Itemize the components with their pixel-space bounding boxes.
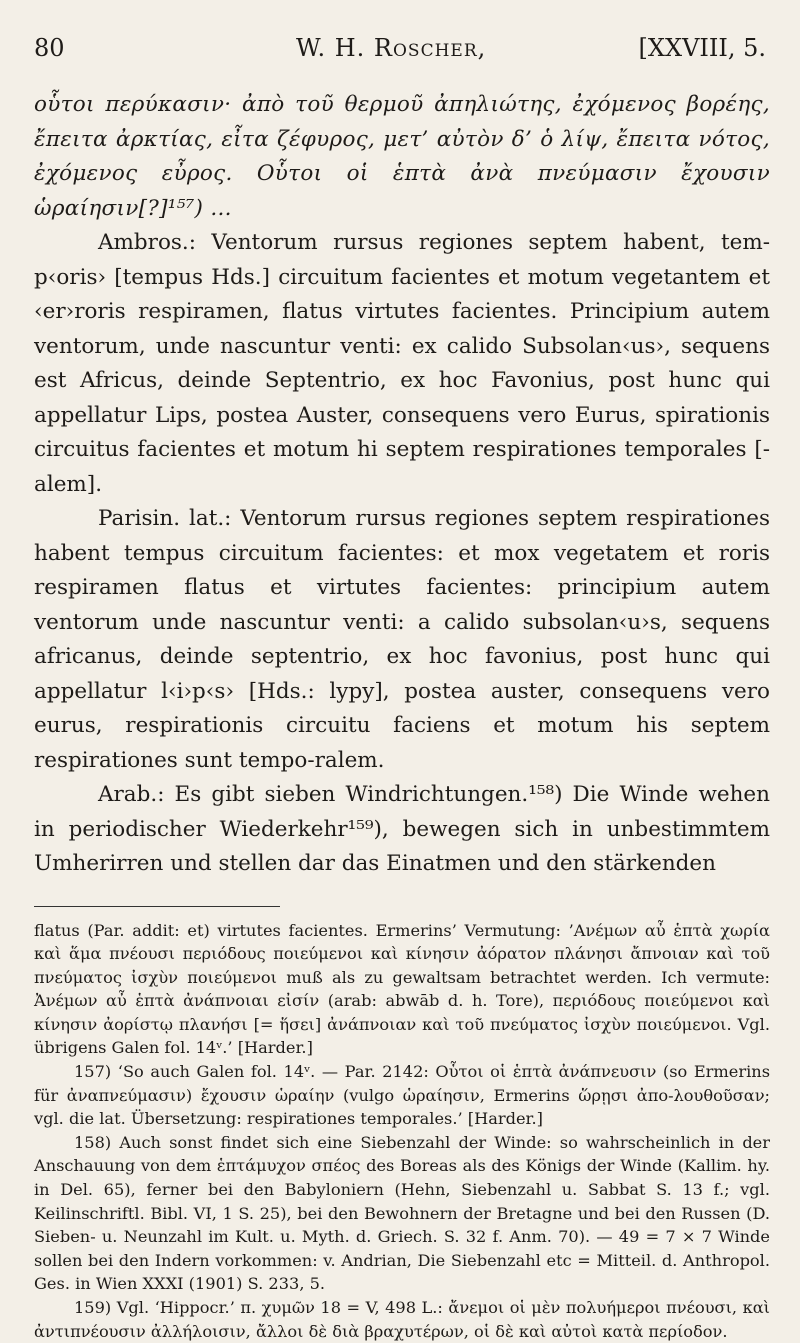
parisin-paragraph: Parisin. lat.: Ventorum rursus regiones septem respirationes habent tempus circuitum facientes: et mox vegetatem et roris respiramen flatus et virtutes facientes: principium autem ventorum unde nascuntur venti: a calido subsolan‹u›s, sequens africanus, deinde septentrio, ex hoc favonius, post hunc qui appellatur l‹i›p‹s› [Hds.: lypy], postea auster, consequens vero eurus, respirationis circuitu faciens et motum his septem respirationes sunt tempo-ralem. <box>34 502 770 778</box>
arab-paragraph: Arab.: Es gibt sieben Windrichtungen.¹⁵⁸) Die Winde wehen in periodischer Wiederkehr¹⁵⁹), bewegen sich in unbestimmtem Umherirren und stellen dar das Einatmen und den stärkenden <box>34 778 770 882</box>
page-header <box>34 30 770 64</box>
page-number: 80 <box>34 34 65 62</box>
footnote-159: 159) Vgl. ‘Hippocr.’ π. χυμῶν 18 = V, 498 L.: ἄνεμοι οἱ μὲν πολυήμεροι πνέουσι, καὶ ἀντιπνέουσιν ἀλλήλοισιν, ἄλλοι δὲ διὰ βραχυτέρων, οἱ δὲ καὶ αὐτοὶ κατὰ περίοδον. <box>34 1296 770 1343</box>
footnote-157: 157) ‘So auch Galen fol. 14ᵛ. — Par. 2142: Οὗτοι οἱ ἑπτὰ ἀνάπνευσιν (so Ermerins für ἀναπνεύμασιν) ἔχουσιν ὡραίην (vulgo ὡραίησιν, Ermerins ὥρῃσι ἀπο-λουθοῦσαν; vgl. die lat. Übersetzung: respirationes temporales.’ [Harder.] <box>34 1060 770 1131</box>
footnote-divider <box>34 906 280 907</box>
footnote-158: 158) Auch sonst findet sich eine Siebenzahl der Winde: so wahrscheinlich in der Anschauung von dem ἑπτάμυχον σπέος des Boreas als des Königs der Winde (Kallim. hy. in Del. 65), ferner bei den Babyloniern (Hehn, Siebenzahl u. Sabbat S. 13 f.; vgl. Keilinschriftl. Bibl. VI, 1 S. 25), bei den Bewohnern der Bretagne und bei den Russen (D. Sieben- u. Neunzahl im Kult. u. Myth. d. Griech. S. 32 f. Anm. 70). — 49 = 7 × 7 Winde sollen bei den Indern vorkommen: v. Andrian, Die Siebenzahl etc = Mitteil. d. Anthropol. Ges. in Wien XXXI (1901) S. 233, 5. <box>34 1131 770 1296</box>
section-marker: [XXVIII, 5. <box>639 34 766 62</box>
footnotes <box>34 919 770 1343</box>
running-title: W. H. Roscher, <box>296 34 486 62</box>
greek-paragraph: οὗτοι περύκασιν· ἀπὸ τοῦ θερμοῦ ἀπηλιώτης, ἐχόμενος βορέης, ἔπειτα ἀρκτίας, εἶτα ζέφυρος, μετ’ αὐτὸν δ’ ὁ λίψ, ἔπειτα νότος, ἐχόμενος εὖρος. Οὗτοι οἱ ἑπτὰ ἀνὰ πνεύμασιν ἔχουσιν ὡραίησιν[?]¹⁵⁷) ... <box>34 88 770 226</box>
ambros-paragraph: Ambros.: Ventorum rursus regiones septem habent, tem-p‹oris› [tempus Hds.] circuitum facientes et motum vegetantem et ‹er›roris respiramen, flatus virtutes facientes. Principium autem ventorum, unde nascuntur venti: ex calido Subsolan‹us›, sequens est Africus, deinde Septentrio, ex hoc Favonius, post hunc qui appellatur Lips, postea Auster, consequens vero Eurus, spirationis circuitus facientes et motum hi septem respirationes temporales [-alem]. <box>34 226 770 502</box>
main-text <box>34 88 770 882</box>
footnote-continuation: flatus (Par. addit: et) virtutes facientes. Ermerins’ Vermutung: ’Ανέμων αὖ ἑπτὰ χωρία καὶ ἅμα πνέουσι περιόδους ποιεύμενοι καὶ κίνησιν ἀόρατον πλάνησι ἄπνοιαν καὶ τοῦ πνεύματος ἰσχὺν ποιεύμενοι muß als zu gewaltsam betrachtet werden. Ich vermute: Ἀνέμων αὖ ἑπτὰ ἀνάπνοιαι εἰσίν (arab: abwāb d. h. Tore), περιόδους ποιεύμενοι καὶ κίνησιν ἀορίστῳ πλανήσι [= ἥσει] ἀνάπνοιαν καὶ τοῦ πνεύματος ἰσχὺν ποιεύμενοι. Vgl. übrigens Galen fol. 14ᵛ.’ [Harder.] <box>34 919 770 1061</box>
